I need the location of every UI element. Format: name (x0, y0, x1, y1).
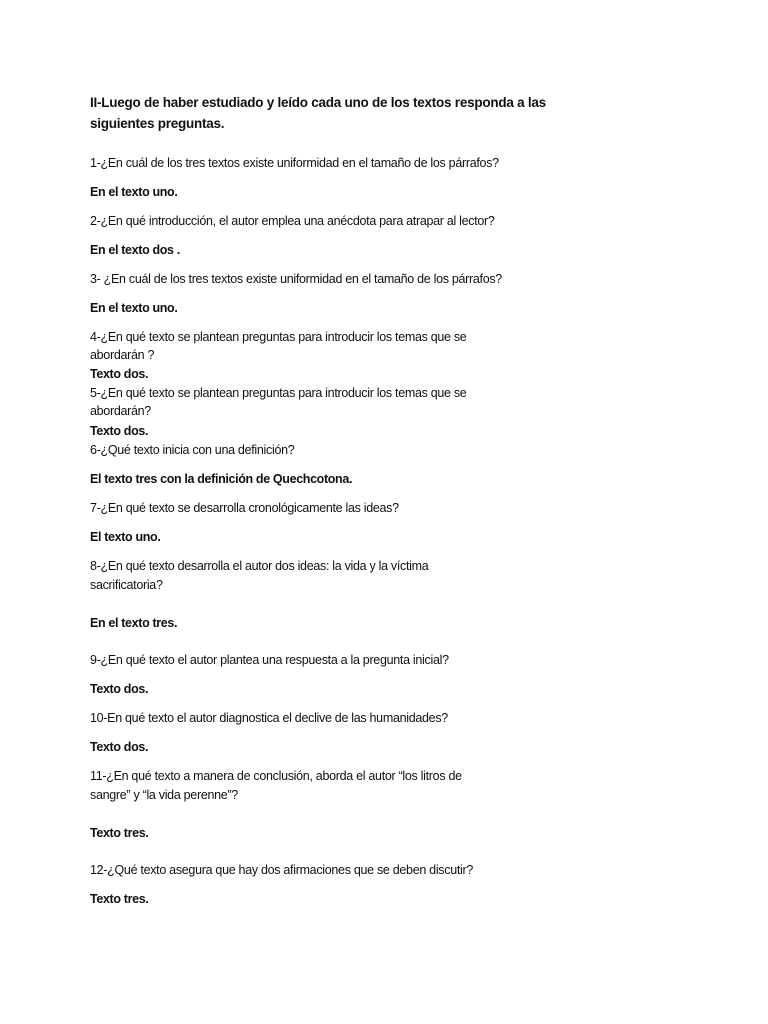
question-4-line-2: abordarán ? (90, 348, 155, 362)
answer-7: El texto uno. (90, 530, 161, 544)
answer-12: Texto tres. (90, 892, 149, 906)
question-9: 9-¿En qué texto el autor plantea una respuesta a la pregunta inicial? (90, 653, 449, 667)
question-10: 10-En qué texto el autor diagnostica el declive de las humanidades? (90, 711, 448, 725)
answer-4: Texto dos. (90, 367, 149, 381)
question-11-line-2: sangre” y “la vida perenne”? (90, 788, 238, 802)
answer-5: Texto dos. (90, 424, 149, 438)
heading-line-1: II-Luego de haber estudiado y leído cada uno de los textos responda a las (90, 95, 546, 110)
question-5-line-2: abordarán? (90, 404, 151, 418)
question-12: 12-¿Qué texto asegura que hay dos afirmaciones que se deben discutir? (90, 863, 474, 877)
question-8-line-2: sacrificatoria? (90, 578, 163, 592)
question-3: 3- ¿En cuál de los tres textos existe uniformidad en el tamaño de los párrafos? (90, 272, 502, 286)
question-7: 7-¿En qué texto se desarrolla cronológicamente las ideas? (90, 501, 399, 515)
question-4-line-1: 4-¿En qué texto se plantean preguntas para introducir los temas que se (90, 330, 467, 344)
answer-3: En el texto uno. (90, 301, 178, 315)
question-8-line-1: 8-¿En qué texto desarrolla el autor dos ideas: la vida y la víctima (90, 559, 429, 573)
question-11-line-1: 11-¿En qué texto a manera de conclusión, aborda el autor “los litros de (90, 769, 462, 783)
answer-9: Texto dos. (90, 682, 149, 696)
answer-2: En el texto dos . (90, 243, 180, 257)
question-2: 2-¿En qué introducción, el autor emplea una anécdota para atrapar al lector? (90, 214, 495, 228)
question-5-line-1: 5-¿En qué texto se plantean preguntas para introducir los temas que se (90, 386, 467, 400)
answer-10: Texto dos. (90, 740, 149, 754)
question-1: 1-¿En cuál de los tres textos existe uniformidad en el tamaño de los párrafos? (90, 156, 499, 170)
answer-6: El texto tres con la definición de Quechcotona. (90, 472, 353, 486)
answer-8: En el texto tres. (90, 616, 178, 630)
question-6: 6-¿Qué texto inicia con una definición? (90, 443, 295, 457)
answer-11: Texto tres. (90, 826, 149, 840)
answer-1: En el texto uno. (90, 185, 178, 199)
heading-line-2: siguientes preguntas. (90, 116, 225, 131)
